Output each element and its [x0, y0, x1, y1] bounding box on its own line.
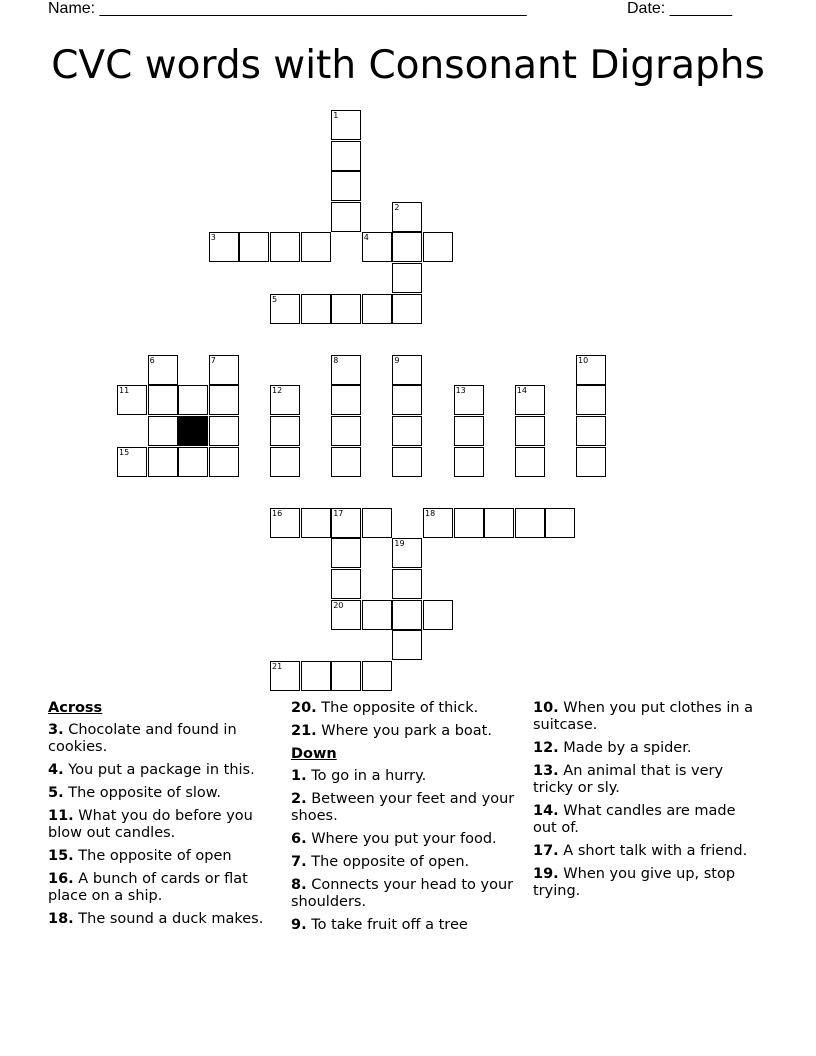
grid-cell[interactable]: [270, 661, 300, 691]
grid-cell[interactable]: [392, 447, 422, 477]
grid-cell[interactable]: [270, 294, 300, 324]
grid-cell[interactable]: [301, 294, 331, 324]
clue-number: 8: [333, 355, 339, 365]
clue-down-6: 6. Where you put your food.: [291, 831, 497, 847]
grid-cell[interactable]: [178, 447, 208, 477]
grid-cell[interactable]: [576, 416, 606, 446]
grid-cell[interactable]: [331, 110, 361, 140]
grid-cell[interactable]: [362, 661, 392, 691]
grid-cell[interactable]: [331, 508, 361, 538]
clue-number: 5: [272, 294, 278, 304]
grid-cell[interactable]: [423, 232, 453, 262]
grid-cell[interactable]: [515, 447, 545, 477]
grid-cell[interactable]: [331, 171, 361, 201]
clue-number: 21: [272, 661, 283, 671]
grid-cell[interactable]: [423, 600, 453, 630]
grid-cell[interactable]: [331, 385, 361, 415]
clue-across-18: 18. The sound a duck makes.: [48, 911, 264, 927]
grid-cell[interactable]: [423, 508, 453, 538]
clue-down-10: 10. When you put clothes in a suitcase.: [533, 700, 754, 733]
clue-across-5: 5. The opposite of slow.: [48, 785, 221, 801]
clue-number: 3: [210, 233, 216, 243]
grid-cell[interactable]: [454, 508, 484, 538]
grid-cell[interactable]: [331, 141, 361, 171]
clue-number: 7: [210, 355, 216, 365]
grid-cell[interactable]: [270, 508, 300, 538]
clue-across-20: 20. The opposite of thick.: [291, 700, 479, 716]
grid-cell[interactable]: [454, 416, 484, 446]
grid-cell[interactable]: [576, 385, 606, 415]
name-field-label: Name: ________________________________________________: [48, 0, 527, 17]
grid-cell[interactable]: [362, 232, 392, 262]
grid-cell[interactable]: [209, 416, 239, 446]
clue-across-16: 16. A bunch of cards or flat place on a ship.: [48, 871, 248, 904]
clue-across-4: 4. You put a package in this.: [48, 762, 255, 778]
clue-number: 9: [394, 355, 400, 365]
page-title: CVC words with Consonant Digraphs: [51, 43, 765, 88]
clue-number: 11: [119, 386, 130, 396]
clue-column-2: [291, 700, 519, 940]
clue-number: 12: [272, 386, 283, 396]
grid-cell[interactable]: [392, 202, 422, 232]
grid-cell[interactable]: [301, 508, 331, 538]
grid-cell[interactable]: [392, 232, 422, 262]
grid-cell[interactable]: [331, 600, 361, 630]
grid-cell[interactable]: [331, 202, 361, 232]
clue-number: 15: [119, 447, 130, 457]
grid-cell[interactable]: [331, 661, 361, 691]
clue-down-13: 13. An animal that is very tricky or sly.: [533, 763, 724, 796]
clue-number: 4: [363, 233, 369, 243]
grid-cell[interactable]: [392, 630, 422, 660]
clue-number: 10: [578, 355, 589, 365]
grid-cell[interactable]: [392, 600, 422, 630]
grid-cell[interactable]: [270, 385, 300, 415]
grid-cell[interactable]: [331, 416, 361, 446]
grid-cell[interactable]: [331, 538, 361, 568]
grid-cell[interactable]: [392, 294, 422, 324]
grid-cell[interactable]: [148, 447, 178, 477]
grid-cell[interactable]: [454, 447, 484, 477]
grid-cell[interactable]: [392, 416, 422, 446]
grid-cell[interactable]: [576, 355, 606, 385]
grid-cell[interactable]: [239, 232, 269, 262]
clue-across-3: 3. Chocolate and found in cookies.: [48, 722, 237, 755]
down-header: Down: [291, 746, 337, 762]
grid-cell[interactable]: [331, 447, 361, 477]
grid-cell[interactable]: [301, 661, 331, 691]
clue-number: 6: [149, 355, 155, 365]
grid-cell[interactable]: [515, 508, 545, 538]
clue-down-9: 9. To take fruit off a tree: [291, 917, 468, 933]
grid-cell[interactable]: [117, 385, 147, 415]
grid-cell[interactable]: [484, 508, 514, 538]
grid-cell[interactable]: [209, 232, 239, 262]
clue-column-1: [48, 700, 276, 934]
clue-down-7: 7. The opposite of open.: [291, 854, 470, 870]
grid-cell[interactable]: [331, 294, 361, 324]
grid-cell[interactable]: [148, 385, 178, 415]
grid-cell[interactable]: [392, 355, 422, 385]
clue-down-14: 14. What candles are made out of.: [533, 803, 736, 836]
grid-cell[interactable]: [515, 416, 545, 446]
clue-number: 14: [516, 386, 527, 396]
clue-down-17: 17. A short talk with a friend.: [533, 843, 748, 859]
grid-cell[interactable]: [392, 385, 422, 415]
grid-cell[interactable]: [209, 447, 239, 477]
grid-cell[interactable]: [545, 508, 575, 538]
grid-cell[interactable]: [270, 232, 300, 262]
grid-cell[interactable]: [392, 538, 422, 568]
clue-down-8: 8. Connects your head to your shoulders.: [291, 877, 514, 910]
clue-across-21: 21. Where you park a boat.: [291, 723, 492, 739]
date-field-label: Date: _______: [627, 0, 732, 17]
grid-cell[interactable]: [209, 385, 239, 415]
grid-cell[interactable]: [515, 385, 545, 415]
grid-cell[interactable]: [392, 569, 422, 599]
clue-number: 16: [272, 508, 283, 518]
grid-cell[interactable]: [362, 508, 392, 538]
clue-down-2: 2. Between your feet and your shoes.: [291, 791, 515, 824]
grid-cell[interactable]: [117, 447, 147, 477]
grid-block: [178, 416, 208, 446]
clue-number: 13: [455, 386, 466, 396]
grid-cell[interactable]: [148, 416, 178, 446]
clue-number: 17: [333, 508, 344, 518]
grid-cell[interactable]: [454, 385, 484, 415]
clue-number: 19: [394, 539, 405, 549]
grid-cell[interactable]: [178, 385, 208, 415]
grid-cell[interactable]: [362, 294, 392, 324]
grid-cell[interactable]: [301, 232, 331, 262]
grid-cell[interactable]: [576, 447, 606, 477]
grid-cell[interactable]: [362, 600, 392, 630]
clue-down-1: 1. To go in a hurry.: [291, 768, 427, 784]
grid-cell[interactable]: [392, 263, 422, 293]
clue-down-12: 12. Made by a spider.: [533, 740, 692, 756]
across-header: Across: [48, 700, 103, 716]
grid-cell[interactable]: [270, 416, 300, 446]
clue-number: 20: [333, 600, 344, 610]
clue-number: 18: [425, 508, 436, 518]
grid-cell[interactable]: [331, 355, 361, 385]
clue-across-11: 11. What you do before you blow out candles.: [48, 808, 253, 841]
clue-number: 2: [394, 202, 400, 212]
clue-down-19: 19. When you give up, stop trying.: [533, 866, 736, 899]
clue-number: 1: [333, 111, 339, 120]
grid-cell[interactable]: [209, 355, 239, 385]
clue-column-3: [533, 700, 761, 906]
grid-cell[interactable]: [331, 569, 361, 599]
grid-cell[interactable]: [270, 447, 300, 477]
clue-across-15: 15. The opposite of open: [48, 848, 232, 864]
grid-cell[interactable]: [148, 355, 178, 385]
